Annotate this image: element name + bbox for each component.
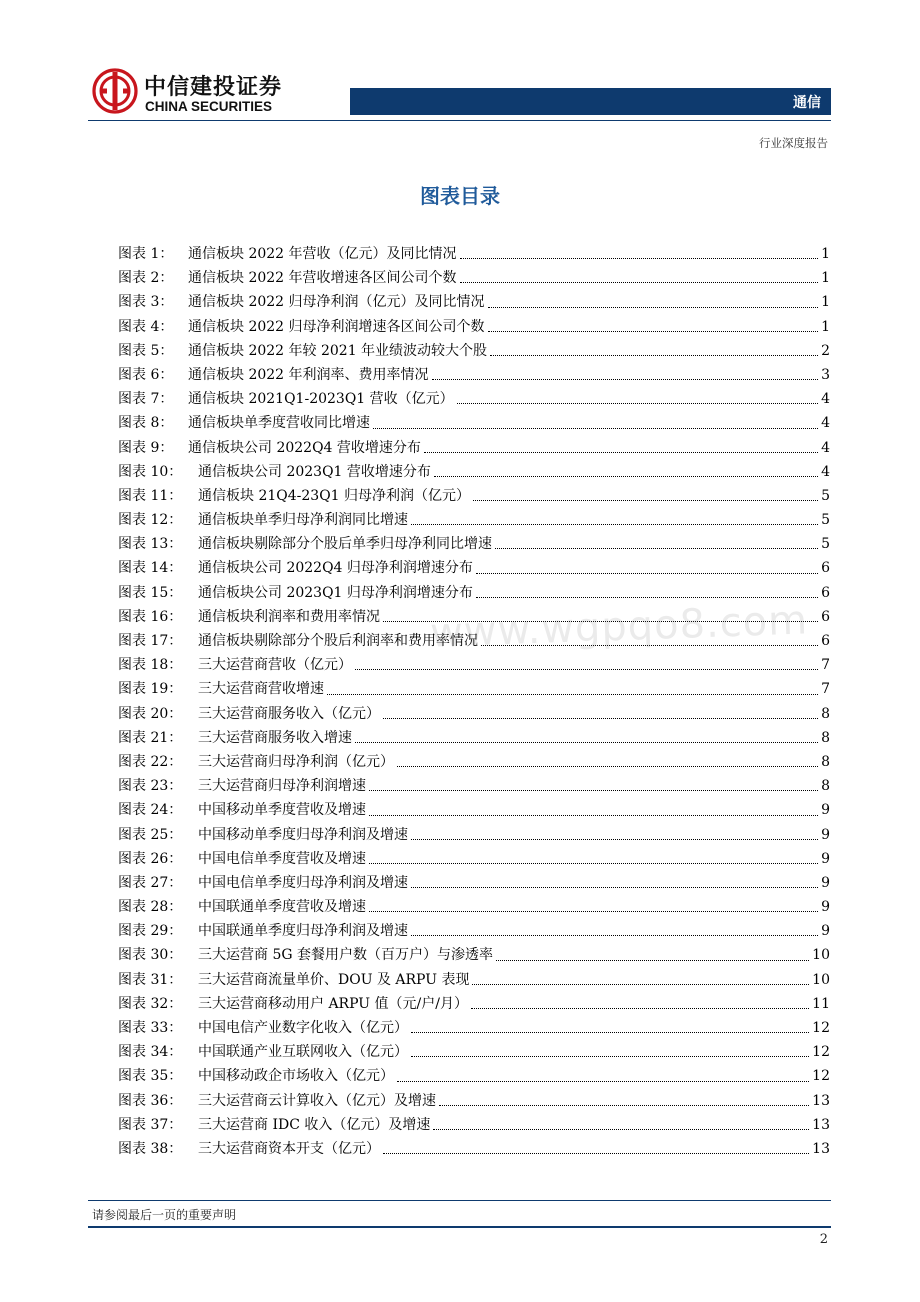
- toc-leader-dots: [488, 330, 819, 332]
- toc-entry-title: 中国电信产业数字化收入（亿元）: [198, 1020, 408, 1036]
- toc-entry-label: 图表 11：: [118, 487, 183, 504]
- toc-leader-dots: [397, 765, 818, 767]
- toc-entry-page: 12: [812, 1044, 830, 1061]
- toc-entry-title: 三大运营商营收增速: [198, 681, 324, 698]
- toc-entry[interactable]: [118, 290, 830, 314]
- toc-entry-title: 通信板块单季归母净利润同比增速: [198, 512, 408, 529]
- toc-entry[interactable]: [118, 992, 830, 1016]
- toc-entry-label: 图表 9：: [118, 439, 174, 456]
- toc-leader-dots: [496, 959, 809, 961]
- toc-entry[interactable]: [118, 266, 830, 290]
- toc-entry-label: 图表 38：: [118, 1140, 183, 1157]
- toc-leader-dots: [383, 717, 818, 719]
- toc-entry-title: 中国联通产业互联网收入（亿元）: [198, 1044, 408, 1061]
- toc-entry-page: 13: [812, 1116, 830, 1133]
- toc-leader-dots: [411, 886, 818, 888]
- toc-entry-title: 通信板块 2022 归母净利润（亿元）及同比情况: [188, 294, 485, 311]
- toc-entry-label: 图表 22：: [118, 753, 183, 770]
- toc-leader-dots: [373, 427, 818, 429]
- toc-leader-dots: [460, 257, 819, 259]
- toc-entry-label: 图表 18：: [118, 657, 183, 674]
- toc-entry-page: 6: [821, 633, 830, 649]
- toc-leader-dots: [369, 814, 818, 816]
- toc-entry-title: 三大运营商归母净利润增速: [198, 778, 366, 795]
- toc-entry[interactable]: [118, 750, 830, 774]
- toc-entry-page: 5: [821, 487, 830, 504]
- toc-entry-title: 中国联通单季度营收及增速: [198, 899, 366, 916]
- toc-entry-title: 通信板块 2022 年营收增速各区间公司个数: [188, 270, 457, 287]
- toc-entry[interactable]: [118, 774, 830, 798]
- toc-entry-page: 9: [821, 850, 830, 867]
- toc-entry-title: 通信板块 2021Q1-2023Q1 营收（亿元）: [188, 391, 454, 408]
- toc-entry[interactable]: [118, 460, 830, 484]
- toc-entry-title: 三大运营商服务收入增速: [198, 729, 352, 746]
- toc-leader-dots: [433, 1128, 809, 1130]
- toc-entry-page: 1: [821, 294, 830, 311]
- toc-leader-dots: [369, 862, 818, 864]
- report-type: 行业深度报告: [759, 136, 828, 150]
- toc-entry-title: 通信板块单季度营收同比增速: [188, 415, 370, 432]
- toc-entry-page: 4: [821, 439, 830, 456]
- toc-entry[interactable]: [118, 484, 830, 508]
- toc-entry-page: 13: [812, 1092, 830, 1109]
- toc-leader-dots: [471, 1007, 809, 1009]
- toc-entry-label: 图表 26：: [118, 850, 183, 867]
- toc-entry-label: 图表 33：: [118, 1020, 183, 1036]
- toc-leader-dots: [460, 281, 819, 283]
- toc-entry-title: 三大运营商云计算收入（亿元）及增速: [198, 1092, 436, 1109]
- toc-entry-page: 8: [821, 705, 830, 722]
- toc-entry-title: 三大运营商服务收入（亿元）: [198, 705, 380, 722]
- toc-leader-dots: [411, 1031, 809, 1033]
- toc-entry-label: 图表 35：: [118, 1068, 183, 1085]
- toc-leader-dots: [411, 1055, 809, 1057]
- table-of-figures: [118, 242, 830, 1161]
- toc-entry-page: 9: [821, 826, 830, 843]
- toc-entry-title: 中国电信单季度归母净利润及增速: [198, 874, 408, 891]
- toc-entry[interactable]: [118, 968, 830, 992]
- toc-entry-label: 图表 12：: [118, 512, 183, 529]
- toc-leader-dots: [495, 547, 818, 549]
- brand-name-en: CHINA SECURITIES: [145, 99, 273, 114]
- toc-leader-dots: [411, 838, 818, 840]
- toc-entry-label: 图表 6：: [118, 366, 174, 383]
- toc-leader-dots: [424, 451, 818, 453]
- toc-entry-title: 三大运营商 IDC 收入（亿元）及增速: [198, 1116, 431, 1133]
- toc-entry-title: 通信板块剔除部分个股后利润率和费用率情况: [198, 633, 478, 649]
- toc-entry[interactable]: [118, 919, 830, 943]
- toc-entry[interactable]: [118, 1113, 830, 1137]
- toc-entry-page: 1: [821, 318, 830, 335]
- toc-entry[interactable]: [118, 532, 830, 556]
- toc-entry[interactable]: [118, 242, 830, 266]
- toc-entry-page: 12: [812, 1068, 830, 1085]
- toc-entry-page: 9: [821, 802, 830, 819]
- toc-entry[interactable]: [118, 411, 830, 435]
- toc-entry-title: 通信板块 2022 归母净利润增速各区间公司个数: [188, 318, 485, 335]
- toc-entry-title: 通信板块 2022 年营收（亿元）及同比情况: [188, 246, 457, 262]
- toc-entry-title: 三大运营商营收（亿元）: [198, 657, 352, 674]
- toc-entry-page: 1: [821, 246, 830, 262]
- toc-entry-title: 三大运营商资本开支（亿元）: [198, 1140, 380, 1157]
- toc-entry-page: 12: [812, 1020, 830, 1036]
- toc-leader-dots: [488, 306, 819, 308]
- toc-entry-label: 图表 14：: [118, 560, 183, 577]
- footer-divider-bottom: [88, 1226, 831, 1228]
- toc-entry-label: 图表 4：: [118, 318, 174, 335]
- toc-entry-label: 图表 34：: [118, 1044, 183, 1061]
- toc-entry-label: 图表 3：: [118, 294, 174, 311]
- toc-entry-title: 通信板块 2022 年利润率、费用率情况: [188, 366, 429, 383]
- toc-entry-title: 中国移动政企市场收入（亿元）: [198, 1068, 394, 1085]
- toc-entry-page: 4: [821, 463, 830, 480]
- page-number: 2: [819, 1232, 828, 1247]
- toc-entry-label: 图表 21：: [118, 729, 183, 746]
- toc-entry-label: 图表 27：: [118, 874, 183, 891]
- toc-leader-dots: [439, 1104, 809, 1106]
- toc-entry-page: 10: [812, 947, 830, 964]
- toc-leader-dots: [369, 789, 818, 791]
- toc-entry-page: 9: [821, 923, 830, 940]
- toc-entry-label: 图表 8：: [118, 415, 174, 432]
- toc-title: 图表目录: [420, 184, 500, 208]
- toc-leader-dots: [327, 693, 818, 695]
- toc-leader-dots: [432, 378, 819, 380]
- toc-entry-label: 图表 25：: [118, 826, 183, 843]
- toc-entry-label: 图表 7：: [118, 391, 174, 408]
- toc-entry[interactable]: [118, 556, 830, 580]
- toc-entry-page: 9: [821, 874, 830, 891]
- toc-entry-title: 通信板块 2022 年较 2021 年业绩波动较大个股: [188, 342, 488, 359]
- toc-leader-dots: [411, 523, 818, 525]
- toc-entry-page: 5: [821, 512, 830, 529]
- toc-entry[interactable]: [118, 1137, 830, 1161]
- toc-entry[interactable]: [118, 1089, 830, 1113]
- toc-leader-dots: [397, 1080, 809, 1082]
- toc-entry-title: 中国移动单季度营收及增速: [198, 802, 366, 819]
- toc-entry-label: 图表 1：: [118, 246, 174, 262]
- toc-entry-label: 图表 28：: [118, 899, 183, 916]
- toc-leader-dots: [411, 934, 818, 936]
- toc-entry-label: 图表 31：: [118, 971, 183, 988]
- toc-entry-page: 6: [821, 560, 830, 577]
- toc-entry[interactable]: [118, 726, 830, 750]
- toc-entry[interactable]: [118, 677, 830, 701]
- toc-entry-label: 图表 16：: [118, 608, 183, 625]
- toc-entry-page: 9: [821, 899, 830, 916]
- toc-leader-dots: [369, 910, 818, 912]
- toc-entry-title: 通信板块公司 2023Q1 营收增速分布: [198, 463, 431, 480]
- toc-entry-title: 三大运营商归母净利润（亿元）: [198, 753, 394, 770]
- toc-entry-label: 图表 24：: [118, 802, 183, 819]
- toc-entry-title: 三大运营商流量单价、DOU 及 ARPU 表现: [198, 971, 470, 988]
- toc-entry-page: 10: [812, 971, 830, 988]
- toc-leader-dots: [476, 596, 818, 598]
- toc-leader-dots: [383, 1152, 809, 1154]
- toc-entry-page: 11: [812, 995, 830, 1012]
- toc-leader-dots: [355, 668, 818, 670]
- toc-entry-title: 中国联通单季度归母净利润及增速: [198, 923, 408, 940]
- toc-entry-title: 通信板块剔除部分个股后单季归母净利同比增速: [198, 536, 492, 553]
- toc-entry[interactable]: [118, 702, 830, 726]
- toc-leader-dots: [457, 402, 818, 404]
- toc-entry[interactable]: [118, 315, 830, 339]
- toc-entry-label: 图表 10：: [118, 463, 183, 480]
- toc-entry[interactable]: [118, 436, 830, 460]
- toc-entry-title: 中国电信单季度营收及增速: [198, 850, 366, 867]
- toc-entry[interactable]: [118, 847, 830, 871]
- toc-entry[interactable]: [118, 943, 830, 967]
- toc-entry-title: 三大运营商移动用户 ARPU 值（元/户/月）: [198, 995, 468, 1012]
- industry-label: 通信: [793, 95, 821, 111]
- toc-entry-title: 通信板块利润率和费用率情况: [198, 608, 380, 625]
- china-securities-logo-icon: [92, 68, 138, 114]
- toc-entry-title: 中国移动单季度归母净利润及增速: [198, 826, 408, 843]
- toc-entry-label: 图表 2：: [118, 270, 174, 287]
- toc-entry[interactable]: [118, 508, 830, 532]
- toc-entry-page: 8: [821, 729, 830, 746]
- toc-entry[interactable]: [118, 339, 830, 363]
- industry-banner: [350, 88, 831, 115]
- toc-entry[interactable]: [118, 823, 830, 847]
- toc-entry-page: 7: [821, 681, 830, 698]
- toc-entry-title: 通信板块公司 2022Q4 营收增速分布: [188, 439, 421, 456]
- toc-entry-title: 通信板块公司 2022Q4 归母净利润增速分布: [198, 560, 473, 577]
- header-divider: [88, 120, 831, 121]
- toc-entry[interactable]: [118, 798, 830, 822]
- toc-leader-dots: [476, 572, 818, 574]
- toc-leader-dots: [355, 741, 818, 743]
- toc-entry-title: 通信板块公司 2023Q1 归母净利润增速分布: [198, 584, 473, 601]
- toc-entry-label: 图表 36：: [118, 1092, 183, 1109]
- toc-entry-page: 4: [821, 391, 830, 408]
- toc-entry-page: 1: [821, 270, 830, 287]
- toc-entry-page: 8: [821, 778, 830, 795]
- toc-entry[interactable]: [118, 871, 830, 895]
- toc-entry[interactable]: [118, 1016, 830, 1040]
- toc-leader-dots: [434, 475, 818, 477]
- toc-leader-dots: [490, 354, 818, 356]
- disclaimer-note: 请参阅最后一页的重要声明: [92, 1208, 237, 1222]
- toc-entry-label: 图表 5：: [118, 342, 174, 359]
- toc-entry-label: 图表 19：: [118, 681, 183, 698]
- page-header: [0, 0, 920, 160]
- toc-entry-title: 通信板块 21Q4-23Q1 归母净利润（亿元）: [198, 487, 471, 504]
- toc-entry-label: 图表 29：: [118, 923, 183, 940]
- toc-entry-page: 4: [821, 415, 830, 432]
- brand-name-cn: 中信建投证券: [144, 75, 283, 100]
- toc-entry[interactable]: [118, 387, 830, 411]
- toc-entry-page: 6: [821, 608, 830, 625]
- toc-entry[interactable]: [118, 1064, 830, 1088]
- toc-entry[interactable]: [118, 1040, 830, 1064]
- toc-entry-page: 6: [821, 584, 830, 601]
- toc-entry-label: 图表 32：: [118, 995, 183, 1012]
- toc-leader-dots: [473, 499, 818, 501]
- toc-entry-label: 图表 37：: [118, 1116, 183, 1133]
- footer-divider: [88, 1200, 831, 1201]
- toc-entry-page: 8: [821, 753, 830, 770]
- toc-entry[interactable]: [118, 653, 830, 677]
- toc-entry-page: 3: [821, 366, 830, 383]
- toc-leader-dots: [472, 983, 809, 985]
- watermark: www.wgpqo8.com: [429, 597, 809, 657]
- toc-entry-page: 5: [821, 536, 830, 553]
- toc-entry[interactable]: [118, 895, 830, 919]
- toc-entry-label: 图表 13：: [118, 536, 183, 553]
- toc-entry-label: 图表 20：: [118, 705, 183, 722]
- toc-entry[interactable]: [118, 363, 830, 387]
- toc-entry-page: 2: [821, 342, 830, 359]
- toc-entry-label: 图表 17：: [118, 633, 183, 649]
- toc-entry-label: 图表 30：: [118, 947, 183, 964]
- toc-entry-page: 7: [821, 657, 830, 674]
- toc-entry-title: 三大运营商 5G 套餐用户数（百万户）与渗透率: [198, 947, 493, 964]
- toc-entry-page: 13: [812, 1140, 830, 1157]
- toc-entry-label: 图表 15：: [118, 584, 183, 601]
- toc-entry-label: 图表 23：: [118, 778, 183, 795]
